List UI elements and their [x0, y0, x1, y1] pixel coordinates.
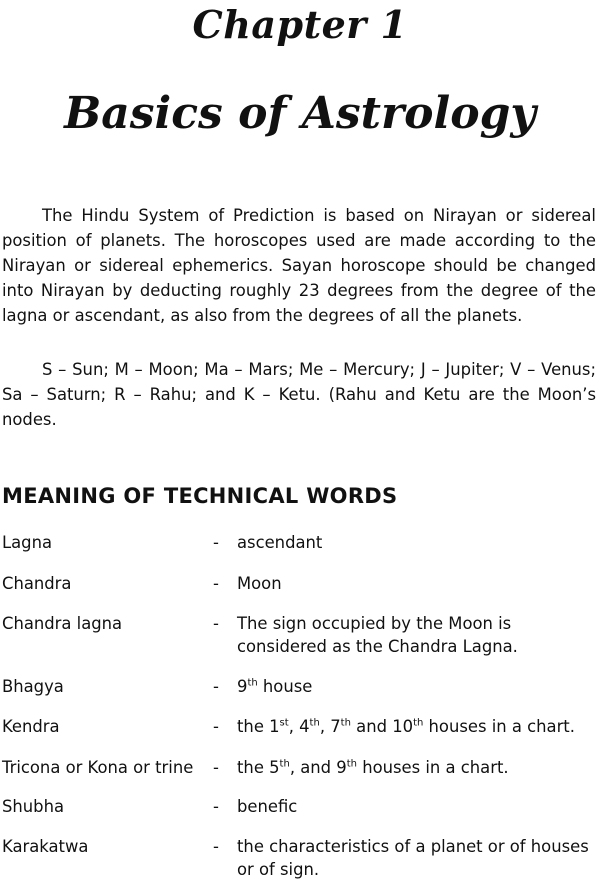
glossary-separator: -	[213, 533, 219, 552]
glossary-term: Kendra	[2, 717, 60, 736]
glossary-separator: -	[213, 614, 219, 633]
glossary-definition: 9th house	[237, 677, 313, 696]
glossary-term: Shubha	[2, 797, 65, 816]
glossary-term: Chandra lagna	[2, 614, 123, 633]
intro-paragraph: The Hindu System of Prediction is based on Nirayan or sidereal position of planets. The horoscopes used are made according to the Nirayan or sidereal ephemerics. Sayan horoscope should be changed into Nirayan by deducting roughly 23 degrees from the degree of the lagna or ascendant, as also from the degrees of all the planets.	[2, 206, 596, 325]
glossary-term: Tricona or Kona or trine	[2, 758, 194, 777]
glossary-definition: the characteristics of a planet or of houses or of sign.	[237, 837, 589, 879]
glossary-separator: -	[213, 717, 219, 736]
glossary-term: Karakatwa	[2, 837, 89, 856]
glossary-definition: the 1st, 4th, 7th and 10th houses in a chart.	[237, 717, 575, 736]
glossary-separator: -	[213, 797, 219, 816]
chapter-title: Basics of Astrology	[64, 88, 536, 139]
glossary-separator: -	[213, 837, 219, 856]
glossary-definition: ascendant	[237, 533, 323, 552]
glossary-separator: -	[213, 574, 219, 593]
glossary-term: Lagna	[2, 533, 53, 552]
chapter-number: Chapter 1	[192, 2, 408, 47]
glossary-term: Bhagya	[2, 677, 64, 696]
glossary-term: Chandra	[2, 574, 72, 593]
glossary-definition: benefic	[237, 797, 298, 816]
glossary-separator: -	[213, 677, 219, 696]
glossary-definition: Moon	[237, 574, 282, 593]
planet-abbreviations-paragraph: S – Sun; M – Moon; Ma – Mars; Me – Mercury; J – Jupiter; V – Venus; Sa – Saturn; R – Rahu; and K – Ketu. (Rahu and Ketu are the Moon’s nodes.	[2, 360, 596, 429]
glossary-separator: -	[213, 758, 219, 777]
glossary-definition: The sign occupied by the Moon is considered as the Chandra Lagna.	[237, 614, 518, 656]
glossary-definition: the 5th, and 9th houses in a chart.	[237, 758, 509, 777]
section-heading: MEANING OF TECHNICAL WORDS	[2, 484, 398, 508]
